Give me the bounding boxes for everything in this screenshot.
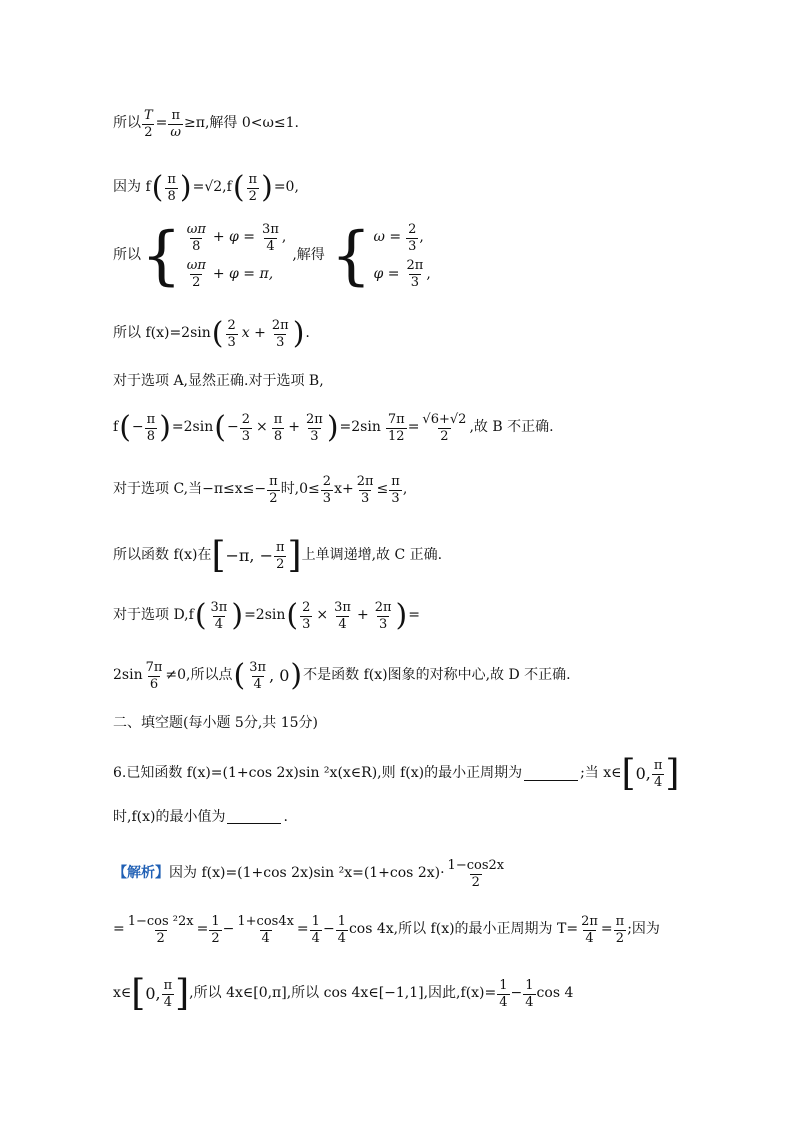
numerator: π bbox=[171, 108, 180, 123]
numerator: 1 bbox=[525, 977, 534, 993]
text: , bbox=[419, 229, 424, 246]
numerator: π bbox=[269, 474, 278, 489]
line-monotonic bbox=[113, 535, 443, 576]
fraction bbox=[304, 412, 325, 444]
text: 所以 f(x)=2sin bbox=[113, 325, 211, 342]
text: = bbox=[155, 115, 168, 132]
denominator: 8 bbox=[192, 238, 201, 254]
text: + bbox=[288, 419, 300, 436]
text: , bbox=[426, 265, 431, 282]
left-brace: { bbox=[330, 219, 372, 294]
text: 所以函数 f(x)在 bbox=[113, 547, 212, 564]
denominator: 2 bbox=[615, 930, 625, 946]
text: φ = bbox=[373, 265, 400, 282]
denominator: 3 bbox=[302, 616, 311, 632]
system-left bbox=[184, 222, 287, 290]
fraction bbox=[373, 600, 394, 632]
text: , 0 bbox=[269, 666, 290, 686]
numerator: 1−cos ²2x bbox=[127, 914, 194, 929]
text: ;因为 bbox=[627, 921, 660, 938]
right-bracket: ] bbox=[287, 535, 302, 576]
numerator: 2π bbox=[305, 412, 323, 427]
fraction bbox=[185, 222, 208, 254]
fraction bbox=[126, 914, 196, 946]
fraction bbox=[386, 412, 407, 444]
line-option-b bbox=[113, 412, 554, 444]
fraction bbox=[300, 600, 312, 632]
denominator: 2 bbox=[156, 930, 165, 946]
right-paren: ) bbox=[326, 410, 339, 446]
fraction bbox=[260, 222, 281, 254]
denominator: 6 bbox=[149, 676, 159, 692]
text: 0, bbox=[145, 984, 161, 1004]
section-heading bbox=[113, 716, 318, 731]
text: 因为 f bbox=[113, 179, 151, 196]
fraction bbox=[336, 914, 348, 946]
text: cos 4 bbox=[536, 985, 574, 1002]
system-row bbox=[374, 258, 431, 290]
text: 0, bbox=[635, 764, 651, 784]
fraction-pi-over-omega bbox=[168, 108, 183, 140]
text: × bbox=[316, 607, 329, 624]
text: − bbox=[226, 419, 239, 436]
fraction bbox=[614, 914, 627, 946]
fraction bbox=[523, 978, 535, 1010]
text: x + bbox=[241, 325, 266, 342]
denominator: 4 bbox=[311, 930, 320, 946]
text: x+ bbox=[334, 481, 354, 498]
right-paren: ) bbox=[231, 598, 244, 634]
text: − bbox=[131, 419, 144, 436]
denominator: 8 bbox=[146, 428, 156, 444]
fraction bbox=[274, 540, 287, 572]
line-function bbox=[113, 318, 310, 350]
fraction bbox=[355, 474, 376, 506]
text: + φ = π, bbox=[212, 265, 274, 282]
numerator: 2π bbox=[581, 914, 598, 929]
text: ,解得 bbox=[292, 247, 325, 264]
fraction bbox=[272, 412, 285, 444]
numerator: 7π bbox=[145, 660, 163, 675]
denominator: 3 bbox=[241, 428, 250, 444]
text: = bbox=[407, 419, 420, 436]
denominator: 4 bbox=[585, 930, 594, 946]
numerator: 3π bbox=[210, 600, 228, 615]
left-paren: ( bbox=[151, 170, 164, 206]
numerator: 1−cos2x bbox=[447, 858, 505, 873]
text: ≥π,解得 0<ω≤1. bbox=[184, 115, 299, 132]
text: 上单调递增,故 C 正确. bbox=[301, 547, 443, 564]
text: 对于选项 C,当−π≤x≤− bbox=[113, 481, 267, 498]
denominator: 3 bbox=[391, 490, 400, 506]
fraction bbox=[240, 412, 252, 444]
fraction bbox=[162, 978, 175, 1010]
numerator: ωπ bbox=[186, 258, 206, 274]
numerator: π bbox=[163, 977, 173, 993]
numerator: 2 bbox=[302, 600, 311, 615]
text: 因为 f(x)=(1+cos 2x)sin ²x=(1+cos 2x)· bbox=[169, 865, 445, 882]
system-row bbox=[184, 258, 287, 290]
denominator: 2 bbox=[276, 556, 285, 572]
left-paren: ( bbox=[214, 410, 226, 446]
denominator: 12 bbox=[388, 428, 405, 444]
text: ,所以 4x∈[0,π],所以 cos 4x∈[−1,1],因此,f(x)= bbox=[189, 985, 497, 1002]
denominator: 3 bbox=[227, 334, 236, 350]
left-bracket: [ bbox=[621, 753, 636, 794]
fraction bbox=[270, 318, 291, 350]
line-option-a bbox=[113, 374, 324, 389]
text: 对于选项 A,显然正确.对于选项 B, bbox=[113, 373, 324, 389]
text: . bbox=[283, 809, 288, 825]
solution-line-1 bbox=[113, 858, 507, 890]
right-paren: ) bbox=[395, 598, 408, 634]
text: =2sin bbox=[339, 419, 381, 436]
denominator: ω bbox=[170, 124, 182, 140]
numerator: T bbox=[144, 108, 153, 123]
numerator: 2π bbox=[271, 318, 289, 333]
numerator: ωπ bbox=[186, 222, 206, 237]
text: ω = bbox=[373, 229, 402, 246]
denominator: 4 bbox=[214, 616, 224, 632]
numerator: 1 bbox=[499, 977, 508, 993]
numerator: π bbox=[391, 474, 400, 489]
denominator: 4 bbox=[499, 994, 508, 1010]
numerator: 2 bbox=[227, 318, 236, 333]
denominator: 3 bbox=[378, 616, 388, 632]
text: 所以 bbox=[113, 115, 141, 132]
numerator: √6+√2 bbox=[422, 412, 467, 427]
fraction bbox=[145, 412, 158, 444]
text: −π, − bbox=[225, 546, 273, 566]
text: 2sin bbox=[113, 667, 143, 684]
denominator: 2 bbox=[440, 428, 449, 444]
system-row bbox=[374, 222, 431, 254]
solution-line-2 bbox=[113, 914, 660, 946]
right-paren: ) bbox=[290, 658, 303, 694]
left-paren: ( bbox=[233, 658, 246, 694]
left-paren: ( bbox=[232, 170, 245, 206]
right-bracket: ] bbox=[175, 973, 190, 1014]
left-paren: ( bbox=[119, 410, 131, 446]
text: ≠0,所以点 bbox=[165, 667, 233, 684]
text: 时,0≤ bbox=[280, 481, 320, 498]
fraction bbox=[652, 758, 665, 790]
text: 所以 bbox=[113, 247, 141, 264]
fraction bbox=[267, 474, 280, 506]
fraction bbox=[185, 258, 208, 290]
fraction bbox=[226, 318, 238, 350]
left-paren: ( bbox=[211, 316, 224, 352]
line-period-condition bbox=[113, 108, 299, 140]
fraction bbox=[406, 222, 418, 254]
left-paren: ( bbox=[286, 598, 299, 634]
text: = bbox=[600, 921, 613, 938]
line-option-d bbox=[113, 600, 420, 632]
denominator: 2 bbox=[248, 188, 257, 204]
text: =0, bbox=[273, 179, 299, 196]
denominator: 4 bbox=[337, 930, 346, 946]
left-bracket: [ bbox=[211, 535, 226, 576]
left-brace: { bbox=[141, 219, 182, 294]
question-6 bbox=[113, 753, 680, 794]
denominator: 3 bbox=[408, 238, 417, 254]
numerator: π bbox=[653, 757, 663, 773]
text: 6.已知函数 f(x)=(1+cos 2x)sin ²x(x∈R),则 f(x)的最小正周期为 bbox=[113, 765, 523, 782]
line-option-c bbox=[113, 474, 407, 506]
fraction bbox=[310, 914, 322, 946]
left-paren: ( bbox=[194, 598, 207, 634]
numerator: 2 bbox=[322, 474, 332, 489]
denominator: 3 bbox=[410, 274, 420, 290]
denominator: 2 bbox=[211, 930, 220, 946]
text: = bbox=[113, 921, 125, 938]
denominator: 8 bbox=[273, 428, 283, 444]
text: − bbox=[222, 921, 235, 938]
line-equation-system bbox=[113, 219, 431, 294]
denominator: 4 bbox=[266, 238, 275, 254]
numerator: 1 bbox=[211, 914, 220, 929]
text: , bbox=[281, 229, 287, 246]
text: =√2,f bbox=[192, 179, 232, 196]
numerator: 1 bbox=[311, 914, 320, 929]
denominator: 3 bbox=[322, 490, 332, 506]
solution-line-3 bbox=[113, 973, 574, 1014]
denominator: 4 bbox=[163, 994, 172, 1010]
text: ;当 x∈ bbox=[580, 765, 622, 782]
text: 二、填空题(每小题 5分,共 15分) bbox=[113, 715, 318, 731]
numerator: 2 bbox=[408, 222, 417, 237]
numerator: π bbox=[615, 914, 625, 929]
text: cos 4x,所以 f(x)的最小正周期为 T= bbox=[348, 921, 579, 938]
fraction bbox=[332, 600, 353, 632]
text: − bbox=[510, 985, 523, 1002]
fraction bbox=[404, 258, 425, 290]
denominator: 8 bbox=[167, 188, 176, 204]
fraction bbox=[209, 914, 221, 946]
numerator: π bbox=[167, 172, 176, 187]
denominator: 2 bbox=[192, 274, 201, 290]
fraction bbox=[235, 914, 296, 946]
fraction bbox=[446, 858, 507, 890]
denominator: 2 bbox=[471, 874, 480, 890]
denominator: 4 bbox=[261, 930, 270, 946]
denominator: 3 bbox=[360, 490, 370, 506]
fraction-pi-over-2 bbox=[247, 172, 260, 204]
numerator: π bbox=[248, 172, 258, 187]
numerator: 1 bbox=[337, 914, 346, 929]
question-6-continued bbox=[113, 810, 288, 825]
numerator: π bbox=[273, 412, 283, 427]
fraction bbox=[321, 474, 333, 506]
text: 时,f(x)的最小值为 bbox=[113, 809, 226, 825]
text: . bbox=[305, 325, 310, 342]
text: x∈ bbox=[113, 985, 132, 1002]
numerator: 3π bbox=[249, 660, 267, 675]
fraction-T-over-2 bbox=[142, 108, 155, 140]
denominator: 4 bbox=[253, 676, 262, 692]
denominator: 4 bbox=[653, 774, 663, 790]
text: 不是函数 f(x)图象的对称中心,故 D 不正确. bbox=[303, 667, 571, 684]
text: =2sin bbox=[244, 607, 286, 624]
numerator: 2 bbox=[241, 412, 250, 427]
text: ≤ bbox=[376, 481, 389, 498]
denominator: 2 bbox=[144, 124, 153, 140]
denominator: 2 bbox=[269, 490, 278, 506]
numerator: 2π bbox=[356, 474, 374, 489]
text: ,故 B 不正确. bbox=[469, 419, 554, 436]
numerator: 3π bbox=[334, 600, 351, 615]
numerator: π bbox=[276, 539, 285, 555]
denominator: 3 bbox=[310, 428, 319, 444]
fraction bbox=[209, 600, 230, 632]
text: f bbox=[113, 419, 119, 436]
right-paren: ) bbox=[292, 316, 305, 352]
text: 对于选项 D,f bbox=[113, 607, 194, 624]
text: + φ = bbox=[212, 229, 256, 246]
fraction-pi-over-8 bbox=[165, 172, 178, 204]
line-given-values bbox=[113, 172, 299, 204]
fraction bbox=[497, 978, 509, 1010]
text: , bbox=[402, 481, 408, 498]
numerator: 2π bbox=[406, 258, 424, 274]
text: = bbox=[408, 607, 420, 624]
answer-blank-2[interactable] bbox=[227, 811, 281, 824]
line-symmetry-center bbox=[113, 660, 571, 692]
answer-blank-1[interactable] bbox=[524, 768, 578, 781]
text: × bbox=[255, 419, 268, 436]
left-bracket: [ bbox=[131, 973, 146, 1014]
fraction bbox=[389, 474, 402, 506]
numerator: π bbox=[146, 412, 156, 427]
right-bracket: ] bbox=[665, 753, 680, 794]
text: + bbox=[356, 607, 369, 624]
denominator: 4 bbox=[525, 994, 534, 1010]
fraction bbox=[247, 660, 268, 692]
fraction bbox=[144, 660, 165, 692]
right-paren: ) bbox=[261, 170, 273, 206]
right-paren: ) bbox=[179, 170, 192, 206]
numerator: 3π bbox=[262, 222, 279, 237]
system-row bbox=[184, 222, 287, 254]
text: = bbox=[196, 921, 209, 938]
fraction bbox=[420, 412, 468, 444]
numerator: 1+cos4x bbox=[237, 914, 294, 929]
text: = bbox=[296, 921, 309, 938]
solution-tag: 【解析】 bbox=[113, 865, 169, 882]
denominator: 3 bbox=[276, 334, 285, 350]
right-paren: ) bbox=[159, 410, 171, 446]
denominator: 4 bbox=[338, 616, 347, 632]
numerator: 2π bbox=[374, 600, 392, 615]
system-right bbox=[374, 222, 431, 290]
text: =2sin bbox=[171, 419, 214, 436]
fraction bbox=[579, 914, 600, 946]
numerator: 7π bbox=[387, 412, 405, 427]
text: − bbox=[322, 921, 335, 938]
